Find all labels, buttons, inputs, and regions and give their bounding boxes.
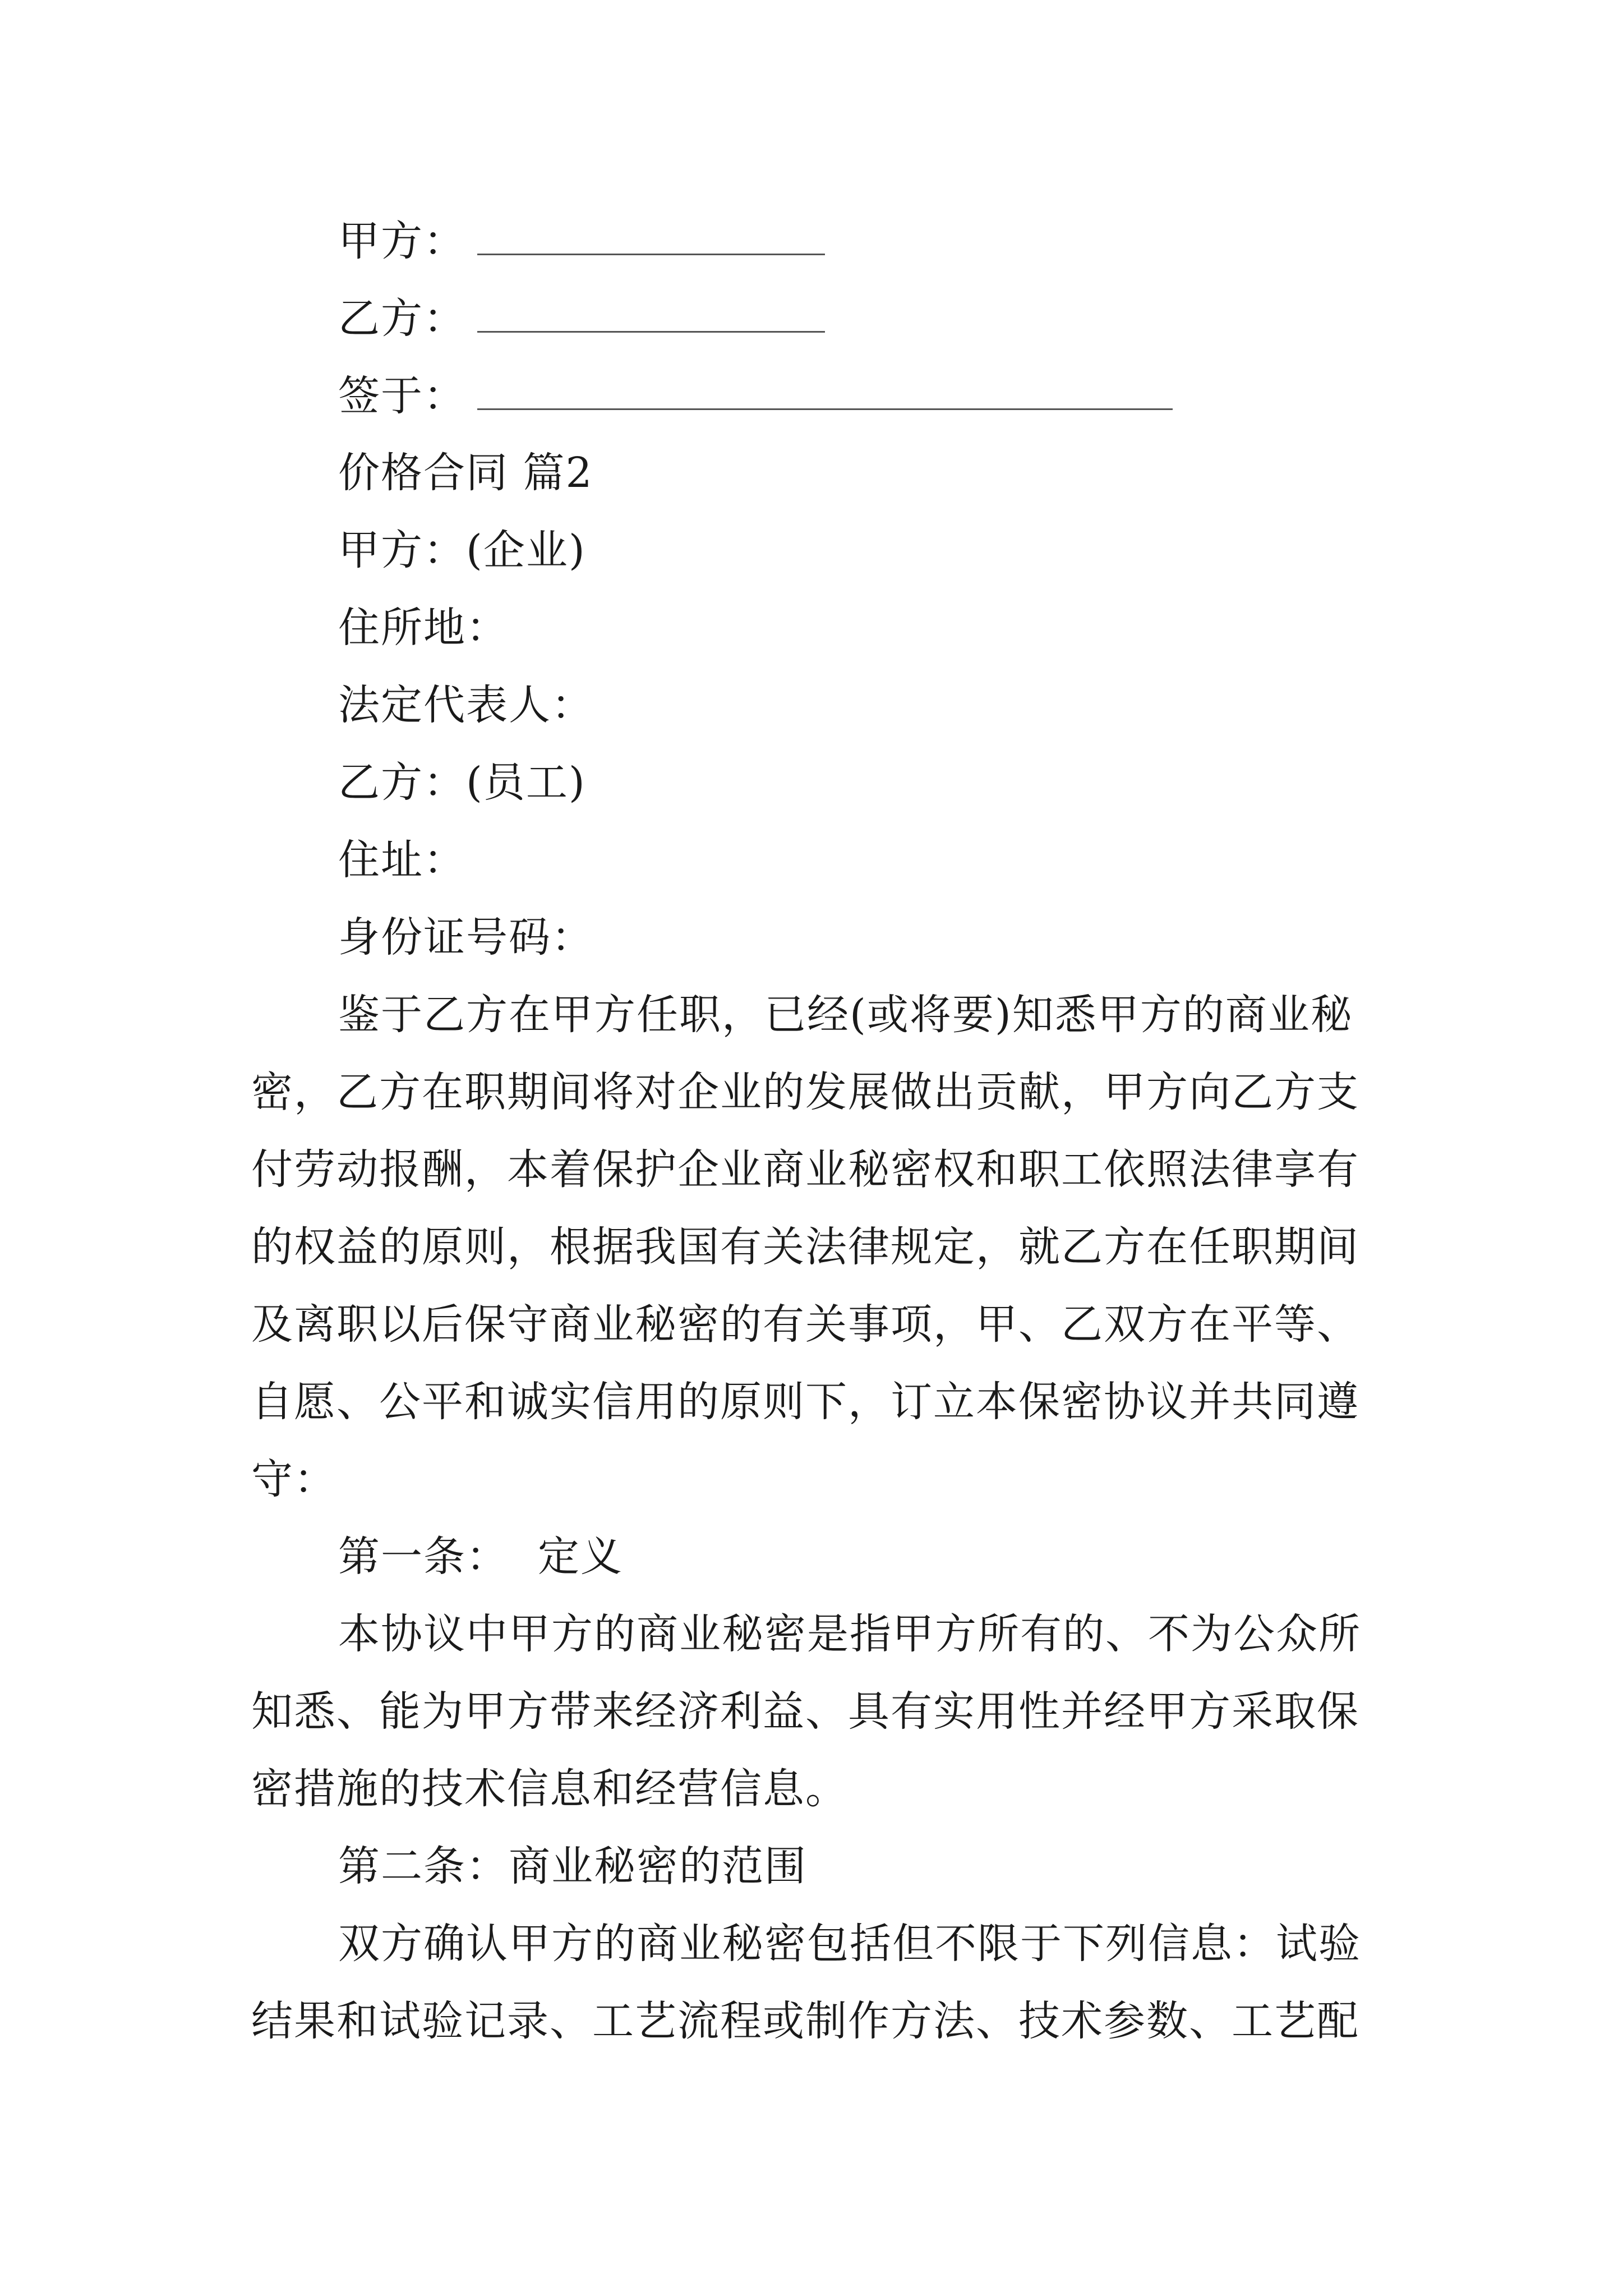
party-a-label: 甲方： [338,217,466,265]
section-title: 价格合同 篇2 [338,449,593,497]
preamble-line: 密，乙方在职期间将对企业的发展做出贡献，甲方向乙方支 [251,1068,1359,1116]
signed-at-line [338,372,1173,420]
article-1-line: 知悉、能为甲方带来经济利益、具有实用性并经甲方采取保 [251,1687,1359,1736]
party-b-blank [477,297,825,333]
article-1-line: 密措施的技术信息和经营信息。 [251,1765,848,1813]
article-1-heading [338,1533,623,1581]
party-a-signature-line [338,217,825,265]
article-2-line: 结果和试验记录、工艺流程或制作方法、技术参数、工艺配 [251,1997,1359,2045]
article-1-line: 本协议中甲方的商业秘密是指甲方所有的、不为公众所 [338,1610,1361,1658]
preamble-line: 守： [251,1455,336,1503]
legal-representative-field: 法定代表人： [338,681,594,729]
party-b-label: 乙方： [338,295,466,343]
article-1-title: 定义 [538,1533,623,1581]
preamble-line: 自愿、公平和诚实信用的原则下，订立本保密协议并共同遵 [251,1378,1359,1426]
party-b-field: 乙方：(员工) [338,758,586,807]
preamble-line: 鉴于乙方在甲方任职，已经(或将要)知悉甲方的商业秘 [338,991,1353,1039]
signed-at-label: 签于： [338,372,466,420]
party-a-blank [477,220,825,255]
party-a-field: 甲方：(企业) [338,526,586,574]
article-2-heading: 第二条：商业秘密的范围 [338,1842,807,1890]
article-2-line: 双方确认甲方的商业秘密包括但不限于下列信息：试验 [338,1920,1361,1968]
signed-at-blank [477,375,1173,410]
preamble-line: 及离职以后保守商业秘密的有关事项，甲、乙双方在平等、 [251,1300,1359,1349]
preamble-line: 付劳动报酬，本着保护企业商业秘密权和职工依照法律享有 [251,1145,1359,1194]
id-number-field: 身份证号码： [338,913,594,961]
residence-field: 住址： [338,836,466,884]
address-field: 住所地： [338,604,509,652]
party-b-signature-line [338,295,825,343]
article-1-label: 第一条： [338,1533,509,1581]
preamble-line: 的权益的原则，根据我国有关法律规定，就乙方在任职期间 [251,1223,1359,1271]
